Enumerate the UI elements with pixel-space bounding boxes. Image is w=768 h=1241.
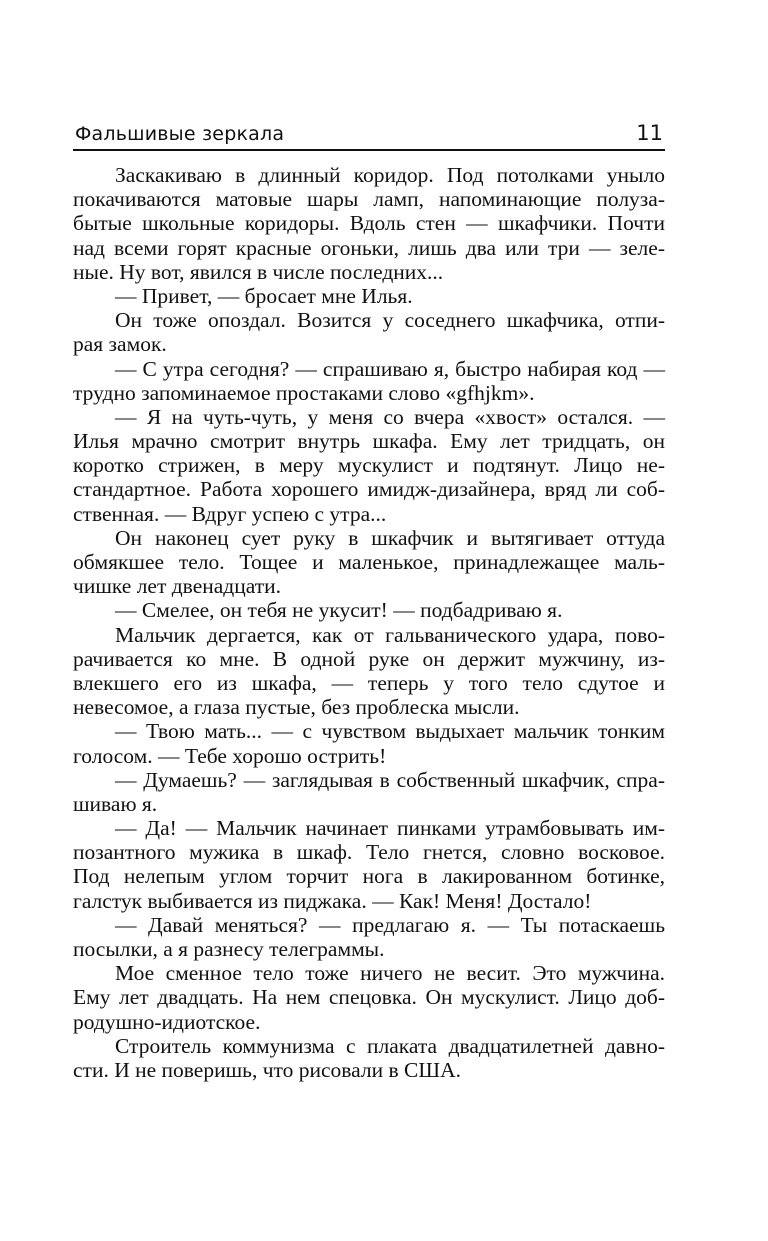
text-line: бытые школьные коридоры. Вдоль стен — шкафчики. Почти — [73, 211, 665, 236]
text-line: Он тоже опоздал. Возится у соседнего шкафчика, отпи- — [115, 308, 665, 333]
text-line: покачиваются матовые шары ламп, напоминающие полуза- — [73, 187, 665, 212]
text-line: сти. И не поверишь, что рисовали в США. — [73, 1057, 461, 1082]
text-line: голосом. — Тебе хорошо острить! — [73, 743, 387, 768]
text-line: позантного мужика в шкаф. Тело гнется, словно восковое. — [73, 840, 665, 865]
paragraph — [73, 961, 665, 1034]
text-line: галстук выбивается из пиджака. — Как! Меня! Достало! — [73, 888, 592, 913]
text-line: шиваю я. — [73, 791, 158, 816]
text-line: обмякшее тело. Тощее и маленькое, принадлежащее маль- — [73, 550, 665, 574]
text-line: Мое сменное тело тоже ничего не весит. Это мужчина. — [115, 961, 665, 986]
paragraph — [73, 913, 665, 961]
text-line: — Давай меняться? — предлагаю я. — Ты потаскаешь — [115, 912, 665, 937]
text-line: коротко стрижен, в меру мускулист и подтянут. Лицо не- — [73, 453, 665, 478]
paragraph — [73, 163, 665, 284]
text-line: над всеми горят красные огоньки, лишь два или три — зеле- — [73, 235, 665, 260]
paragraph — [73, 598, 665, 622]
text-line: — Думаешь? — заглядывая в собственный шкафчик, спра- — [115, 767, 665, 792]
text-line: — Смелее, он тебя не укусит! — подбадриваю я. — [115, 598, 563, 623]
text-line: рая замок. — [73, 332, 167, 357]
running-header — [73, 119, 665, 151]
text-line: родушно-идиотское. — [73, 1009, 261, 1034]
paragraph — [73, 405, 665, 526]
text-line: Под нелепым углом торчит нога в лакированном ботинке, — [73, 864, 665, 889]
text-line: — Я на чуть-чуть, у меня со вчера «хвост» остался. — — [115, 404, 665, 429]
paragraph — [73, 308, 665, 356]
text-line: трудно запоминаемое простаками слово «gfhjkm». — [73, 380, 535, 405]
text-line: Илья мрачно смотрит внутрь шкафа. Ему лет тридцать, он — [73, 429, 665, 454]
text-line: невесомое, а глаза пустые, без проблеска мысли. — [73, 695, 520, 720]
text-line: — С утра сегодня? — спрашиваю я, быстро набирая код — — [115, 356, 665, 381]
page-number: 11 — [636, 121, 663, 145]
paragraph — [73, 623, 665, 720]
paragraph — [73, 526, 665, 599]
text-line: чишке лет двенадцати. — [73, 574, 282, 599]
text-line: Ему лет двадцать. На нем спецовка. Он мускулист. Лицо доб- — [73, 985, 665, 1010]
text-line: Заскакиваю в длинный коридор. Под потолками уныло — [115, 163, 665, 187]
text-line: посылки, а я разнесу телеграммы. — [73, 937, 385, 961]
paragraph — [73, 357, 665, 405]
text-body — [73, 163, 665, 1082]
text-line: Строитель коммунизма с плаката двадцатилетней давно- — [115, 1033, 665, 1058]
paragraph — [73, 1034, 665, 1082]
text-line: влекшего его из шкафа, — теперь у того тело сдутое и — [73, 670, 665, 695]
text-line: рачивается ко мне. В одной руке он держит мужчину, из- — [73, 646, 665, 671]
text-line: — Привет, — бросает мне Илья. — [115, 283, 413, 308]
text-line: — Твою мать... — с чувством выдыхает мальчик тонким — [115, 719, 665, 744]
text-line: ные. Ну вот, явился в числе последних... — [73, 259, 444, 284]
paragraph — [73, 768, 665, 816]
text-line: Мальчик дергается, как от гальванического удара, пово- — [115, 622, 665, 647]
text-line: ственная. — Вдруг успею с утра... — [73, 501, 387, 526]
paragraph — [73, 719, 665, 767]
paragraph — [73, 284, 665, 308]
text-line: Он наконец сует руку в шкафчик и вытягивает оттуда — [115, 525, 665, 550]
text-line: — Да! — Мальчик начинает пинками утрамбовывать им- — [115, 816, 665, 841]
paragraph — [73, 816, 665, 913]
text-line: стандартное. Работа хорошего имидж-дизайнера, вряд ли соб- — [73, 477, 665, 502]
running-title: Фальшивые зеркала — [75, 123, 285, 145]
